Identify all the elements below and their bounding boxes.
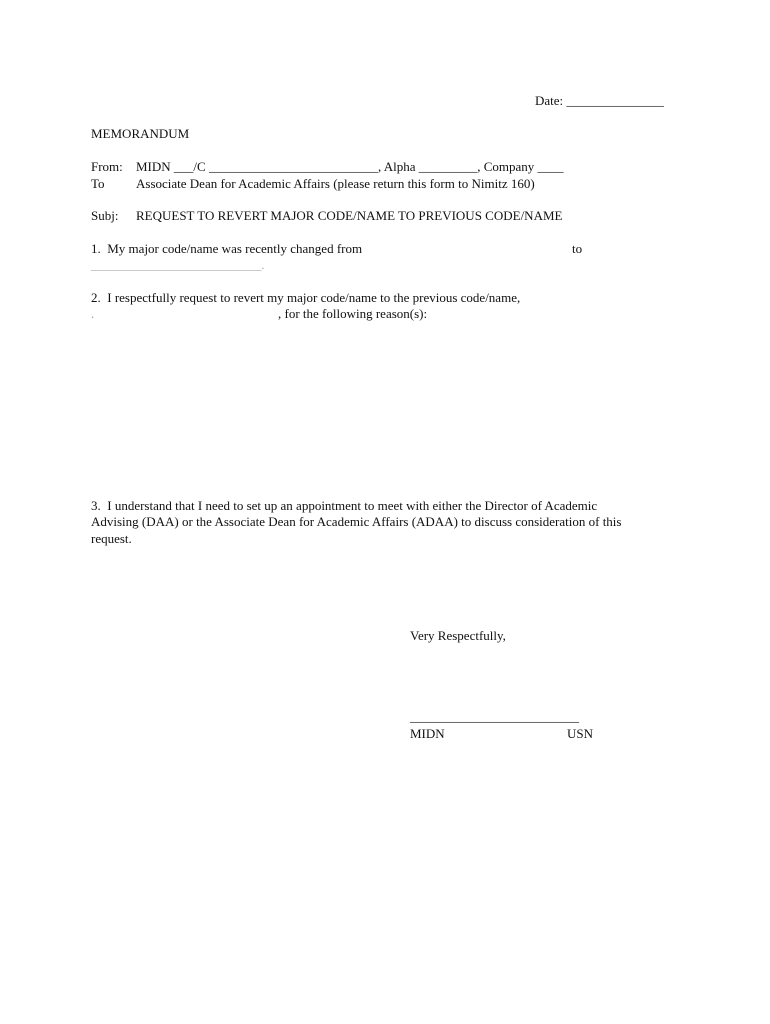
paragraph-1-text: 1. My major code/name was recently changed from <box>91 241 363 256</box>
subj-label: Subj: <box>91 208 119 223</box>
to-value: Associate Dean for Academic Affairs (please return this form to Nimitz 160) <box>136 176 535 191</box>
usn-label: USN <box>567 726 594 741</box>
paragraph-2-continuation: , for the following reason(s): <box>278 306 428 321</box>
paragraph-1-blank: _______________________________. <box>91 260 265 272</box>
signature-line: __________________________ <box>410 709 579 724</box>
from-label: From: <box>91 159 123 174</box>
paragraph-3-line-1: 3. I understand that I need to set up an appointment to meet with either the Director of Academic <box>91 498 598 513</box>
from-value: MIDN ___/C __________________________, Alpha _________, Company ____ <box>136 159 564 174</box>
midn-label: MIDN <box>410 726 445 741</box>
closing: Very Respectfully, <box>410 628 506 643</box>
subj-value: REQUEST TO REVERT MAJOR CODE/NAME TO PREVIOUS CODE/NAME <box>136 208 563 223</box>
paragraph-3-line-3: request. <box>91 531 132 546</box>
date-line: Date: _______________ <box>535 93 664 108</box>
paragraph-2-text: 2. I respectfully request to revert my major code/name to the previous code/name, <box>91 290 521 305</box>
to-label: To <box>91 176 105 191</box>
paragraph-3-line-2: Advising (DAA) or the Associate Dean for Academic Affairs (ADAA) to discuss consideration of this <box>91 514 622 529</box>
paragraph-1-to: to <box>572 241 583 256</box>
paragraph-2-blank: . <box>91 306 95 321</box>
memo-title: MEMORANDUM <box>91 126 190 141</box>
